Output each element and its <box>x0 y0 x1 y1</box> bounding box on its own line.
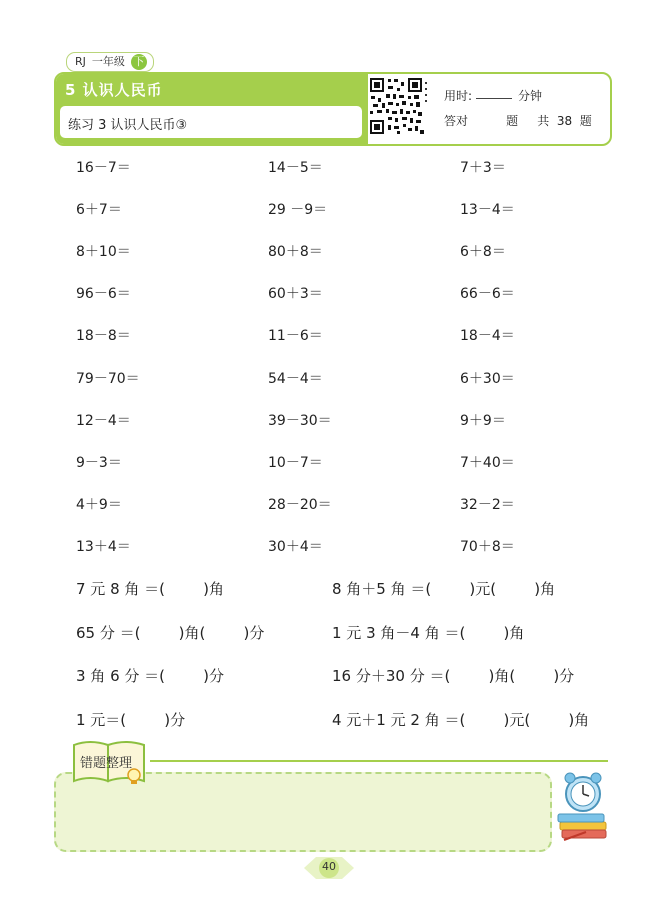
money-conversion-problem: 8 角＋5 角 ＝( )元( )角 <box>332 580 556 598</box>
money-conversion-problem: 1 元＝( )分 <box>76 710 186 729</box>
mistakes-divider <box>150 760 608 762</box>
arithmetic-problem: 54－4＝ <box>268 370 323 387</box>
arithmetic-problem: 70＋8＝ <box>460 538 515 555</box>
time-unit: 分钟 <box>518 89 543 103</box>
alarm-clock-books-icon <box>556 770 610 846</box>
grade-label: 一年级 <box>91 55 125 68</box>
money-conversion-problem: 3 角 6 分 ＝( )分 <box>76 667 225 685</box>
arithmetic-problem: 6＋8＝ <box>460 244 506 261</box>
grade-tag <box>66 52 154 72</box>
arithmetic-problem: 13－4＝ <box>460 202 515 219</box>
time-score-panel <box>432 74 608 144</box>
arithmetic-problem: 12－4＝ <box>76 412 131 429</box>
arithmetic-problem: 30＋4＝ <box>268 538 323 555</box>
page-number: 40 <box>322 860 336 873</box>
arithmetic-problem: 6＋7＝ <box>76 202 122 219</box>
mistakes-label: 错题整理 <box>80 756 133 771</box>
lesson-title: 练习 3 认识人民币③ <box>68 118 188 133</box>
arithmetic-problem: 4＋9＝ <box>76 496 122 513</box>
arithmetic-problem: 8＋10＝ <box>76 244 131 261</box>
worksheet-header <box>54 72 612 146</box>
money-conversion-problem: 4 元＋1 元 2 角 ＝( )元( )角 <box>332 710 590 729</box>
arithmetic-problem: 66－6＝ <box>460 286 515 303</box>
money-conversion-problem: 16 分＋30 分 ＝( )角( )分 <box>332 667 575 685</box>
money-conversion-problem: 7 元 8 角 ＝( )角 <box>76 580 225 598</box>
arithmetic-problem: 16－7＝ <box>76 160 131 176</box>
qr-code-icon[interactable] <box>368 76 430 138</box>
arithmetic-problem: 60＋3＝ <box>268 286 323 303</box>
arithmetic-problem: 11－6＝ <box>268 328 323 345</box>
arithmetic-problem: 29 －9＝ <box>268 202 328 219</box>
arithmetic-problem: 9－3＝ <box>76 454 122 471</box>
arithmetic-problem: 7＋40＝ <box>460 454 515 471</box>
volume-badge: 下 <box>131 54 147 70</box>
arithmetic-problem: 6＋30＝ <box>460 370 515 387</box>
arithmetic-problem: 10－7＝ <box>268 454 323 471</box>
grade-prefix: RJ <box>75 55 86 68</box>
header-title-panel <box>56 74 368 144</box>
arithmetic-problem: 18－8＝ <box>76 328 131 345</box>
arithmetic-problem: 96－6＝ <box>76 286 131 303</box>
arithmetic-problem: 28－20＝ <box>268 496 332 513</box>
arithmetic-problem: 7＋3＝ <box>460 160 506 176</box>
arithmetic-problem: 80＋8＝ <box>268 244 323 261</box>
money-conversion-problem: 65 分 ＝( )角( )分 <box>76 623 265 642</box>
lesson-box <box>60 106 362 138</box>
unit-title: 5 认识人民币 <box>65 81 163 99</box>
arithmetic-problem: 39－30＝ <box>268 412 332 429</box>
score-line: 答对 题 共 38 题 <box>444 114 592 128</box>
arithmetic-problem: 9＋9＝ <box>460 412 506 429</box>
money-conversion-problem: 1 元 3 角－4 角 ＝( )角 <box>332 623 525 642</box>
arithmetic-problem: 18－4＝ <box>460 328 515 345</box>
time-blank[interactable] <box>476 98 512 99</box>
arithmetic-problem: 14－5＝ <box>268 160 323 176</box>
time-label: 用时: <box>444 89 473 103</box>
arithmetic-problem: 32－2＝ <box>460 496 515 513</box>
arithmetic-problem: 13＋4＝ <box>76 538 131 555</box>
arithmetic-problem: 79－70＝ <box>76 370 140 387</box>
